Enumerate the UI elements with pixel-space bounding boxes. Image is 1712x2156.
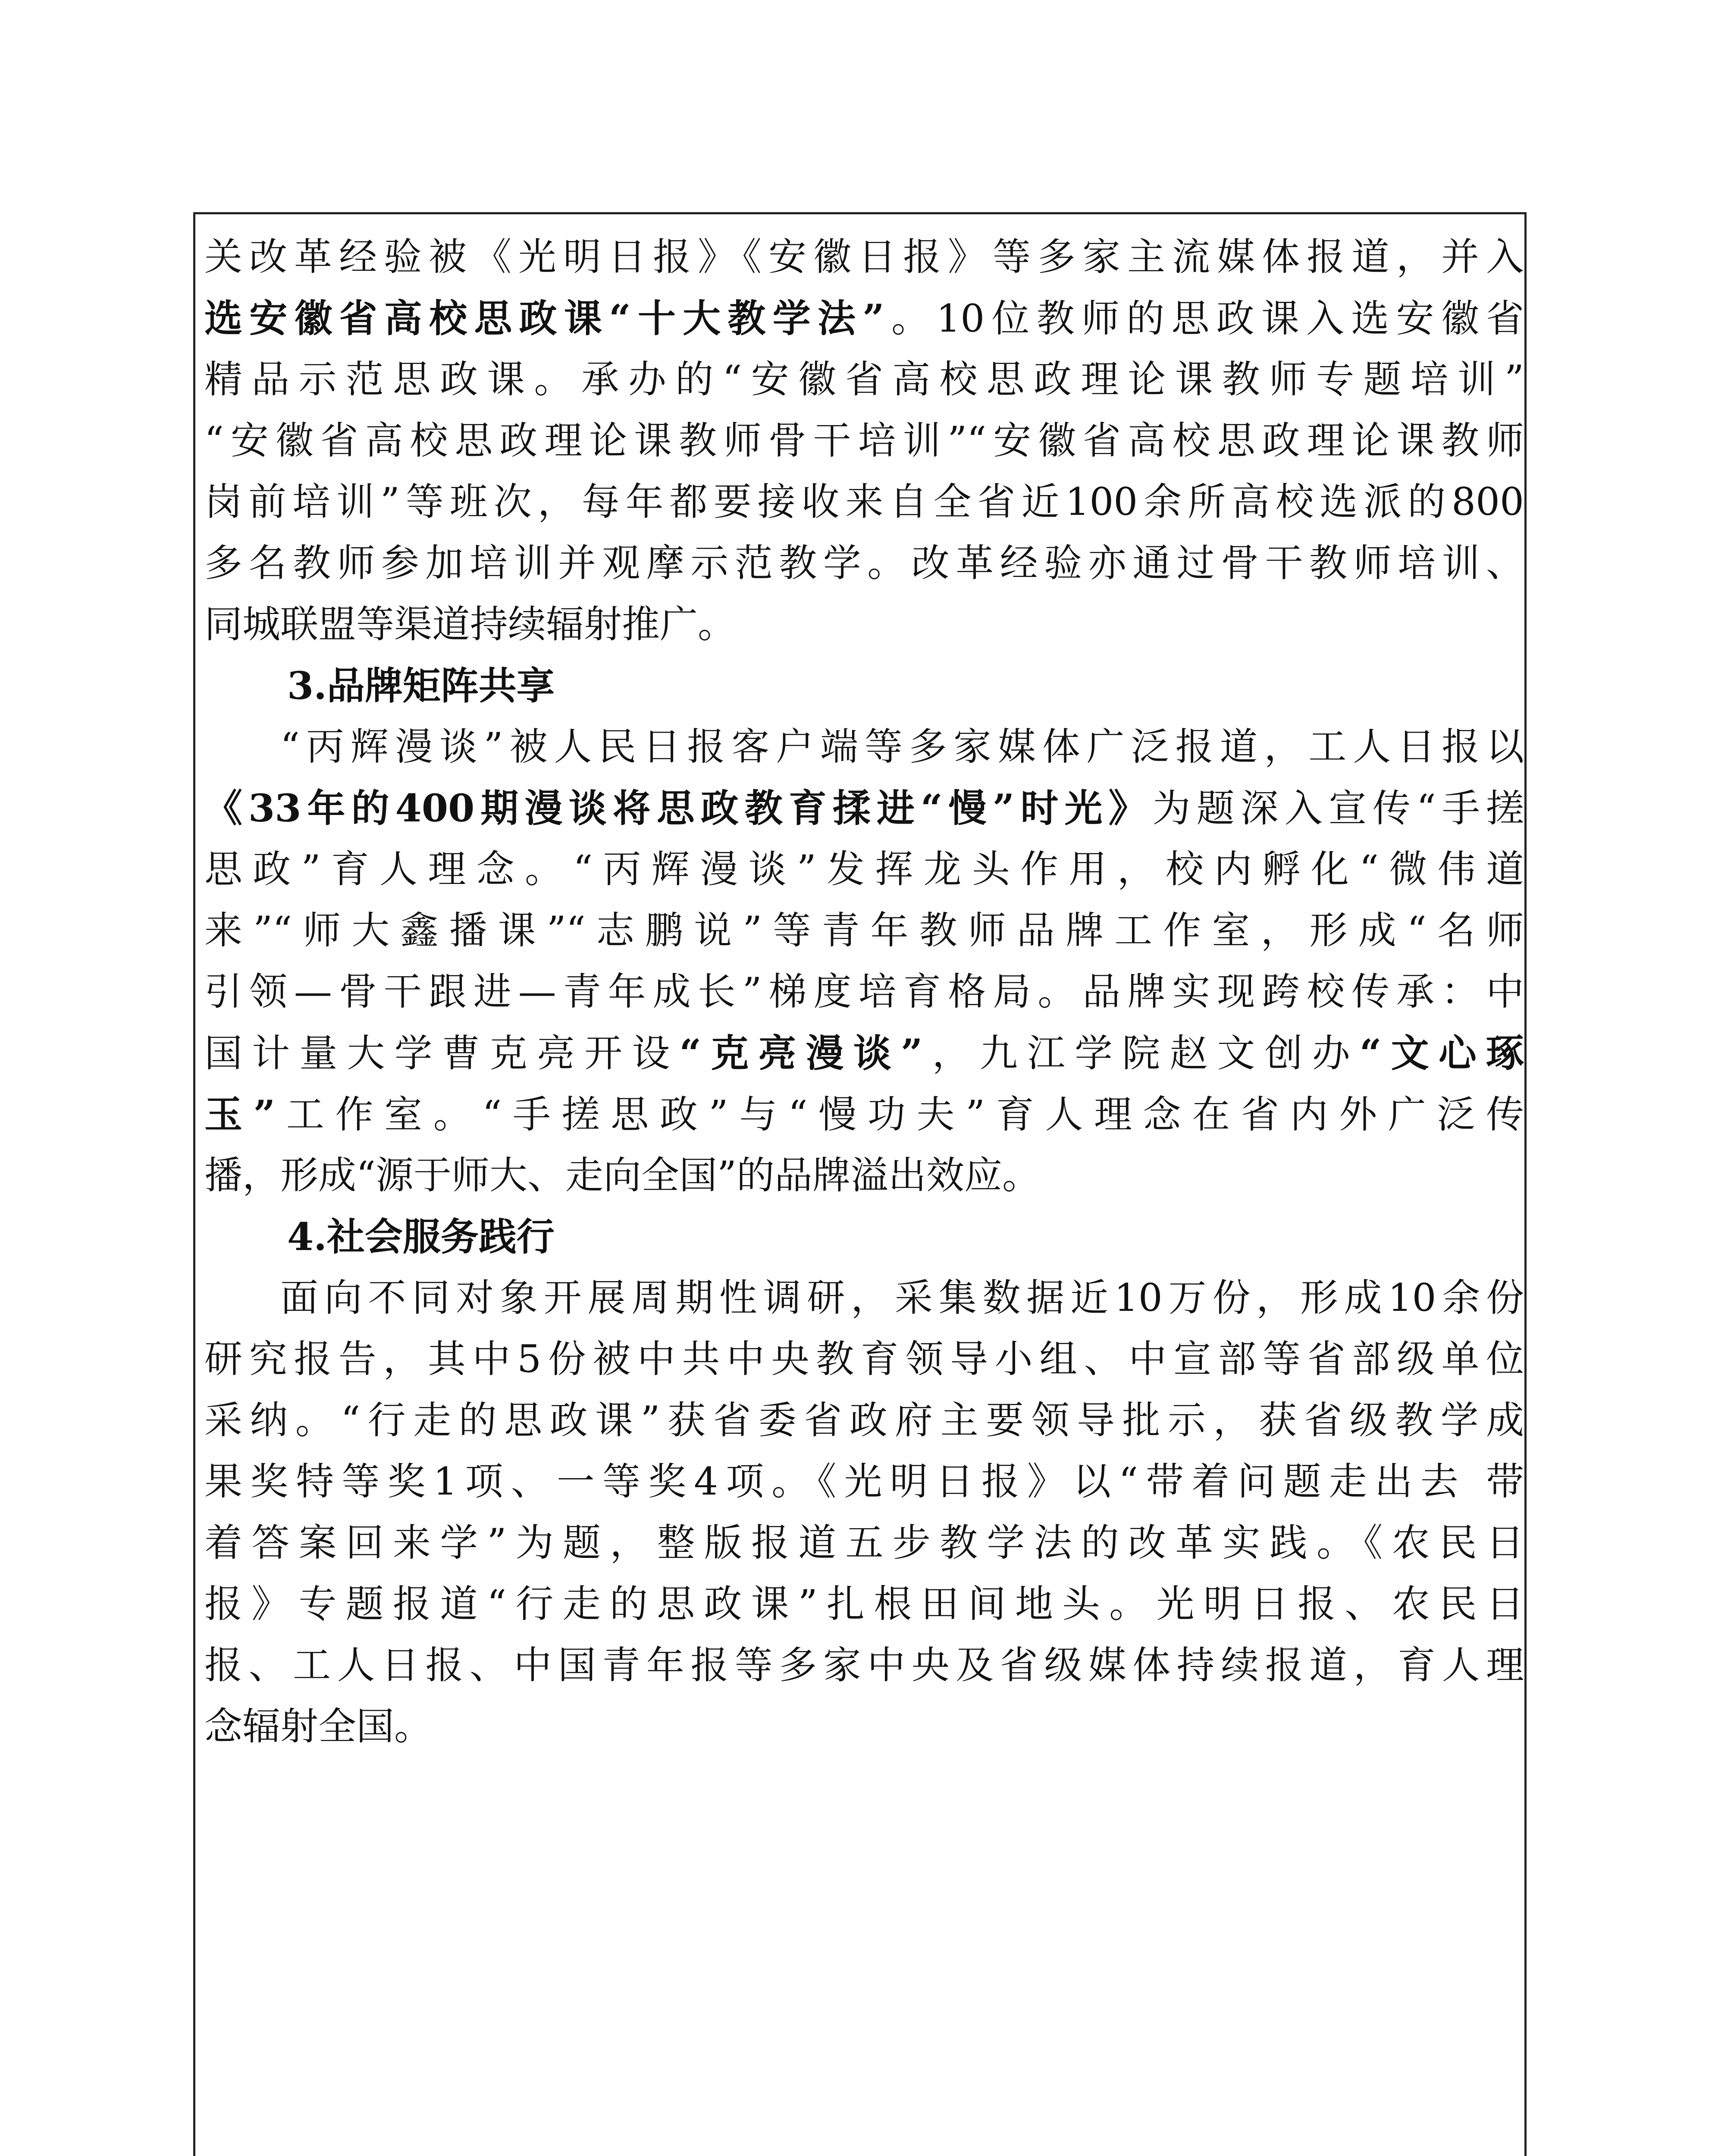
text-line: [204, 288, 1524, 349]
text-line: 报》专题报道“行走的思政课”扎根田间地头。光明日报、农民日: [204, 1582, 1524, 1626]
bold-phrase: 玉”: [204, 1092, 276, 1137]
text-line: 念辐射全国。: [204, 1704, 433, 1749]
text-line: 研究报告，其中5份被中共中央教育领导小组、中宣部等省部级单位: [204, 1337, 1524, 1381]
bold-phrase: 《33年的400期漫谈将思政教育揉进“慢”时光》: [204, 786, 1153, 830]
document-body: [204, 226, 1524, 1757]
text-line: 多名教师参加培训并观摩示范教学。改革经验亦通过骨干教师培训、: [204, 541, 1524, 585]
text-line: 面向不同对象开展周期性调研，采集数据近10万份，形成10余份: [280, 1275, 1524, 1320]
text-segment: 。10位教师的思政课入选安徽省: [884, 296, 1524, 341]
text-line: [204, 777, 1524, 839]
text-line: 播，形成“源于师大、走向全国”的品牌溢出效应。: [204, 1153, 1040, 1197]
text-line: “丙辉漫谈”被人民日报客户端等多家媒体广泛报道，工人日报以: [280, 724, 1524, 769]
section-heading: 4.社会服务践行: [287, 1214, 555, 1259]
bold-phrase: “文心琢: [1359, 1031, 1524, 1075]
text-segment: ，九江学院赵文创办: [922, 1031, 1360, 1075]
text-line: “安徽省高校思政理论课教师骨干培训”“安徽省高校思政理论课教师: [204, 418, 1524, 463]
text-line: 报、工人日报、中国青年报等多家中央及省级媒体持续报道，育人理: [204, 1643, 1524, 1687]
bold-phrase: “克亮漫谈”: [679, 1031, 923, 1075]
text-segment: 国计量大学曹克亮开设: [204, 1031, 680, 1075]
bold-phrase: 选安徽省高校思政课“十大教学法”: [204, 296, 884, 341]
section-heading: 3.品牌矩阵共享: [287, 663, 555, 708]
text-line: [204, 1084, 1524, 1145]
text-line: 同城联盟等渠道持续辐射推广。: [204, 602, 736, 646]
text-segment: 工作室。“手搓思政”与“慢功夫”育人理念在省内外广泛传: [275, 1092, 1524, 1137]
text-segment: 为题深入宣传“手搓: [1152, 786, 1524, 830]
text-line: 来”“师大鑫播课”“志鹏说”等青年教师品牌工作室，形成“名师: [204, 908, 1524, 953]
text-line: 精品示范思政课。承办的“安徽省高校思政理论课教师专题培训”: [204, 357, 1524, 401]
text-line: 着答案回来学”为题，整版报道五步教学法的改革实践。《农民日: [204, 1520, 1524, 1565]
text-line: 思政”育人理念。“丙辉漫谈”发挥龙头作用，校内孵化“微伟道: [204, 847, 1524, 891]
text-line: [204, 1022, 1524, 1084]
text-line: 采纳。“行走的思政课”获省委省政府主要领导批示，获省级教学成: [204, 1398, 1524, 1442]
text-line: 岗前培训”等班次，每年都要接收来自全省近100余所高校选派的800: [204, 479, 1524, 524]
text-line: 引领—骨干跟进—青年成长”梯度培育格局。品牌实现跨校传承：中: [204, 969, 1524, 1014]
text-line: 果奖特等奖1项、一等奖4项。《光明日报》以“带着问题走出去 带: [204, 1459, 1524, 1504]
text-line: 关改革经验被《光明日报》《安徽日报》等多家主流媒体报道，并入: [204, 235, 1524, 279]
